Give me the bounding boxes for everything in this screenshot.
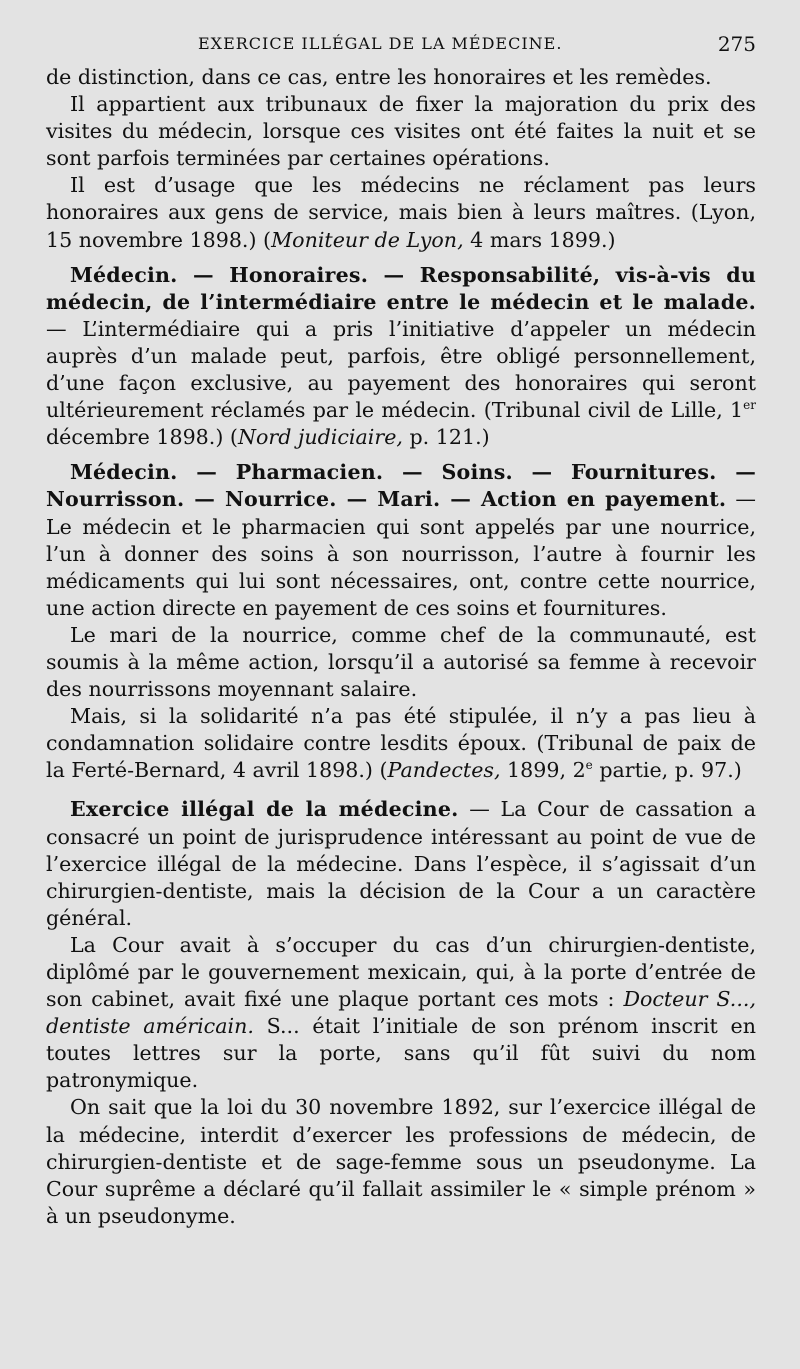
text: partie, p. 97.) <box>592 758 742 783</box>
text: Mais, si la solidarité n’a pas été stipulée, il n’y a pas lieu à condamnation solidaire contre lesdits époux. (Tribunal de paix de la Ferté-Bernard, 4 avril 1898.) ( <box>46 704 756 783</box>
superscript: er <box>743 398 756 413</box>
text: S... était l’initiale de son prénom inscrit en toutes lettres sur la porte, sans qu’il fût suivi du nom patronymique. <box>46 1014 756 1093</box>
paragraph <box>46 932 756 1095</box>
paragraph <box>46 91 756 172</box>
section-heading: Médecin. — Honoraires. — Responsabilité, vis-à-vis du médecin, de l’intermédiaire entre le médecin et le malade. <box>46 262 756 314</box>
text: On sait que la loi du 30 novembre 1892, sur l’exercice illégal de la médecine, interdit d’exercer les professions de médecin, de chirurgien-dentiste et de sage-femme sous un pseudonyme. La Cour suprême a déclaré qu’il fallait assimiler le « simple prénom » à un pseudonyme. <box>46 1095 756 1228</box>
text: Le mari de la nourrice, comme chef de la communauté, est soumis à la même action, lorsqu’il a autorisé sa femme à recevoir des nourrissons moyennant salaire. <box>46 622 756 702</box>
section-exercice-illegal <box>46 796 756 931</box>
citation-title: Nord judiciaire, <box>237 425 403 450</box>
section-medecin-honoraires <box>46 262 756 452</box>
paragraph <box>46 64 756 91</box>
paragraph <box>46 703 756 784</box>
paragraph <box>46 172 756 253</box>
text: Il appartient aux tribunaux de fixer la majoration du prix des visites du médecin, lorsque ces visites ont été faites la nuit et se sont parfois terminées par certaines opérations. <box>46 92 756 171</box>
text: — L’intermédiaire qui a pris l’initiative d’appeler un médecin auprès d’un malade peut, parfois, être obligé personnellement, d’une façon exclusive, au payement des honoraires qui seront ultérieurement réclamés par le médecin. (Tribunal civil de Lille, 1 <box>46 316 756 423</box>
running-title: EXERCICE ILLÉGAL DE LA MÉDECINE. <box>198 34 563 53</box>
paragraph <box>46 622 756 703</box>
text: 1899, 2 <box>500 758 586 783</box>
text: 4 mars 1899.) <box>463 227 616 252</box>
section-heading: Médecin. — Pharmacien. — Soins. — Fournitures. — Nourrisson. — Nourrice. — Mari. — Action en payement. <box>46 460 756 512</box>
text: La Cour avait à s’occuper du cas d’un chirurgien-dentiste, diplômé par le gouvernement mexicain, qui, à la porte d’entrée de son cabinet, avait fixé une plaque portant ces mots : <box>46 932 756 1012</box>
citation-title: Pandectes, <box>387 758 501 783</box>
text: de distinction, dans ce cas, entre les honoraires et les remèdes. <box>46 65 712 89</box>
section-heading: Exercice illégal de la médecine. <box>70 797 459 822</box>
quoted-sign-text: Docteur S..., dentiste américain. <box>46 987 756 1039</box>
text: p. 121.) <box>402 425 490 450</box>
section-medecin-pharmacien <box>46 459 756 622</box>
citation-title: Moniteur de Lyon, <box>271 227 464 252</box>
text: — Le médecin et le pharmacien qui sont appelés par une nourrice, l’un à donner des soins à son nourrisson, l’autre à fournir les médicaments qui lui sont nécessaires, ont, contre cette nourrice, une action directe en payement de ces soins et fournitures. <box>46 487 756 620</box>
text: décembre 1898.) ( <box>46 425 238 450</box>
text: — La Cour de cassation a consacré un point de jurisprudence intéressant au point de vue de l’exercice illégal de la médecine. Dans l’espèce, il s’agissait d’un chirurgien-dentiste, mais la décision de la Cour a un caractère général. <box>46 797 756 930</box>
superscript: e <box>585 758 593 773</box>
page-number: 275 <box>717 32 756 56</box>
body-text <box>46 64 756 1230</box>
running-header <box>46 34 756 60</box>
text: Il est d’usage que les médecins ne réclament pas leurs honoraires aux gens de service, mais bien à leurs maîtres. (Lyon, 15 novembre 1898.) ( <box>46 173 756 252</box>
paragraph <box>46 1094 756 1229</box>
